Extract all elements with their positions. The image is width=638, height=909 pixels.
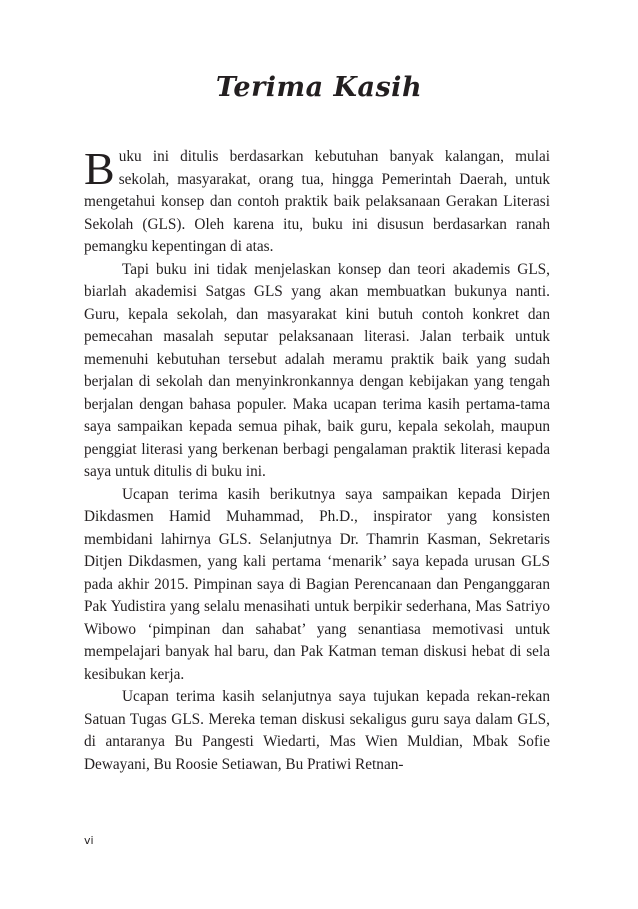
page-number: vi — [84, 834, 94, 847]
paragraph-1-text: uku ini ditulis berdasarkan kebutuhan banyak kalangan, mulai sekolah, masyarakat, orang tua, hingga Pemerintah Daerah, untuk mengetahui konsep dan contoh praktik baik pelaksanaan Gerakan Literasi Sekolah (GLS). Oleh karena itu, buku ini disusun berdasarkan ranah pemangku kepentingan di atas. — [84, 148, 550, 255]
paragraph-2: Tapi buku ini tidak menjelaskan konsep dan teori akademis GLS, biarlah akademisi Satgas GLS yang akan membuatkan bukunya nanti. Guru, kepala sekolah, dan masyarakat kini butuh contoh konkret dan pemecahan masalah seputar pelaksanaan literasi. Jalan terbaik untuk memenuhi kebutuhan tersebut adalah meramu praktik baik yang sudah berjalan di sekolah dan menyinkronkannya dengan kebijakan yang tengah berjalan dengan bahasa populer. Maka ucapan terima kasih pertama-tama saya sampaikan kepada semua pihak, baik guru, kepala sekolah, maupun penggiat literasi yang berkenan berbagi pengalaman praktik literasi kepada saya untuk ditulis di buku ini. — [84, 260, 550, 480]
paragraph-3: Ucapan terima kasih berikutnya saya sampaikan kepada Dirjen Dikdasmen Hamid Muhammad, Ph.D., inspirator yang konsisten membidani lahirnya GLS. Selanjutnya Dr. Thamrin Kasman, Sekretaris Ditjen Dikdasmen, yang kali pertama ‘menarik’ saya kepada urusan GLS pada akhir 2015. Pimpinan saya di Bagian Perencanaan dan Penganggaran Pak Yudistira yang selalu menasihati untuk berpikir sederhana, Mas Satriyo Wibowo ‘pimpinan dan sahabat’ yang senantiasa memotivasi untuk mempelajari banyak hal baru, dan Pak Katman teman diskusi hebat di sela kesibukan kerja. — [84, 485, 550, 683]
page-title: Terima Kasih — [215, 72, 423, 103]
body-text — [84, 143, 550, 776]
paragraph-4: Ucapan terima kasih selanjutnya saya tujukan kepada rekan-rekan Satuan Tugas GLS. Mereka teman diskusi sekaligus guru saya dalam GLS, di antaranya Bu Pangesti Wiedarti, Mas Wien Muldian, Mbak Sofie Dewayani, Bu Roosie Setiawan, Bu Pratiwi Retnan- — [84, 688, 550, 773]
drop-cap: B — [84, 143, 115, 194]
paragraph-1 — [84, 143, 550, 259]
